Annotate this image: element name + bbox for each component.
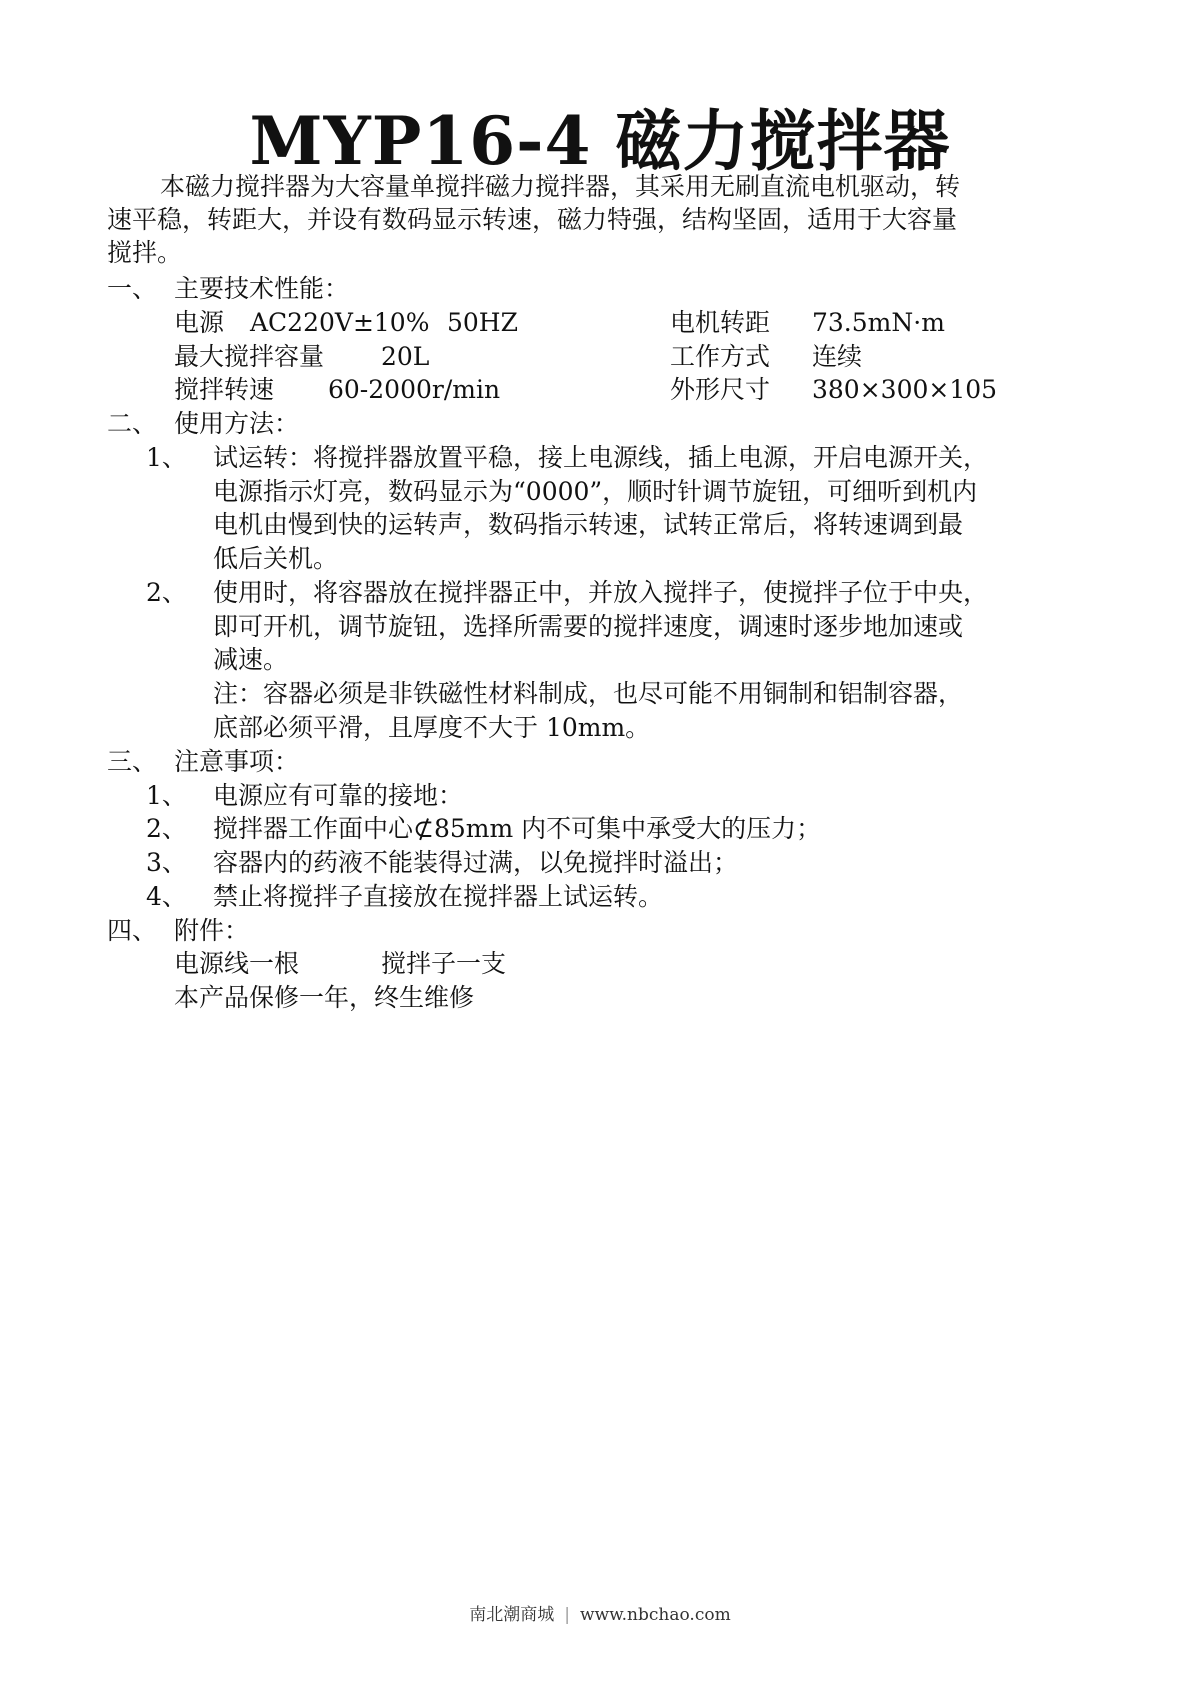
usage-item-2-number: 2、 (146, 578, 187, 607)
usage-note-line-2: 底部必须平滑，且厚度不大于 10mm。 (213, 713, 651, 742)
spec-power-value: AC220V±10% (250, 308, 430, 337)
caution-item-2-number: 2、 (146, 814, 187, 843)
usage-item-2-line-2: 即可开机，调节旋钮，选择所需要的搅拌速度，调速时逐步地加速或 (213, 612, 964, 641)
section2-heading: 使用方法： (174, 409, 300, 438)
spec-capacity-label: 最大搅拌容量 (174, 342, 325, 371)
spec-mode-value: 连续 (812, 342, 863, 371)
footer-url[interactable]: www.nbchao.com (580, 1605, 731, 1625)
warranty-text: 本产品保修一年，终生维修 (174, 983, 475, 1012)
spec-torque-value: 73.5mN·m (812, 308, 945, 337)
section1-number: 一、 (107, 274, 158, 303)
spec-torque-label: 电机转距 (670, 308, 771, 337)
spec-capacity-value: 20L (381, 342, 430, 371)
accessory-power-cord: 电源线一根 (174, 949, 300, 978)
caution-item-4-text: 禁止将搅拌子直接放在搅拌器上试运转。 (213, 882, 664, 911)
usage-item-1-line-2: 电源指示灯亮，数码显示为“0000”，顺时针调节旋钮，可细听到机内 (213, 477, 978, 506)
spec-power-frequency: 50HZ (447, 308, 518, 337)
section3-heading: 注意事项： (174, 747, 300, 776)
spec-mode-label: 工作方式 (670, 342, 771, 371)
section3-number: 三、 (107, 747, 158, 776)
section1-heading: 主要技术性能： (174, 274, 350, 303)
spec-size-label: 外形尺寸 (670, 375, 771, 404)
intro-line-1: 本磁力搅拌器为大容量单搅拌磁力搅拌器，其采用无刷直流电机驱动，转 (160, 172, 961, 201)
usage-item-2-line-3: 减速。 (213, 645, 289, 674)
spec-speed-value: 60-2000r/min (328, 375, 501, 404)
spec-size-value: 380×300×105 (812, 375, 998, 404)
spec-speed-label: 搅拌转速 (174, 375, 275, 404)
caution-item-3-number: 3、 (146, 848, 187, 877)
footer-separator: | (564, 1605, 571, 1625)
usage-item-1-number: 1、 (146, 443, 187, 472)
caution-item-3-text: 容器内的药液不能装得过满，以免搅拌时溢出； (213, 848, 739, 877)
caution-item-1-text: 电源应有可靠的接地： (213, 781, 464, 810)
caution-item-4-number: 4、 (146, 882, 187, 911)
footer-site-name: 南北潮商城 (469, 1605, 555, 1625)
usage-item-1-line-1: 试运转：将搅拌器放置平稳，接上电源线，插上电源，开启电源开关， (213, 443, 989, 472)
caution-item-1-number: 1、 (146, 781, 187, 810)
section4-heading: 附件： (174, 916, 250, 945)
caution-item-2-text: 搅拌器工作面中心⊄85mm 内不可集中承受大的压力； (213, 814, 822, 843)
spec-power-label: 电源 (174, 308, 225, 337)
usage-item-1-line-4: 低后关机。 (213, 544, 339, 573)
usage-note-line-1: 注：容器必须是非铁磁性材料制成，也尽可能不用铜制和铝制容器， (213, 679, 964, 708)
usage-item-2-line-1: 使用时，将容器放在搅拌器正中，并放入搅拌子，使搅拌子位于中央， (213, 578, 989, 607)
page-title: MYP16-4 磁力搅拌器 (249, 102, 951, 180)
intro-line-2: 速平稳，转距大，并设有数码显示转速，磁力特强，结构坚固，适用于大容量 (107, 205, 958, 234)
intro-line-3: 搅拌。 (107, 238, 183, 267)
section2-number: 二、 (107, 409, 158, 438)
accessory-stir-bar: 搅拌子一支 (381, 949, 507, 978)
section4-number: 四、 (107, 916, 158, 945)
page-footer (0, 1600, 1200, 1625)
usage-item-1-line-3: 电机由慢到快的运转声，数码指示转速，试转正常后，将转速调到最 (213, 510, 964, 539)
